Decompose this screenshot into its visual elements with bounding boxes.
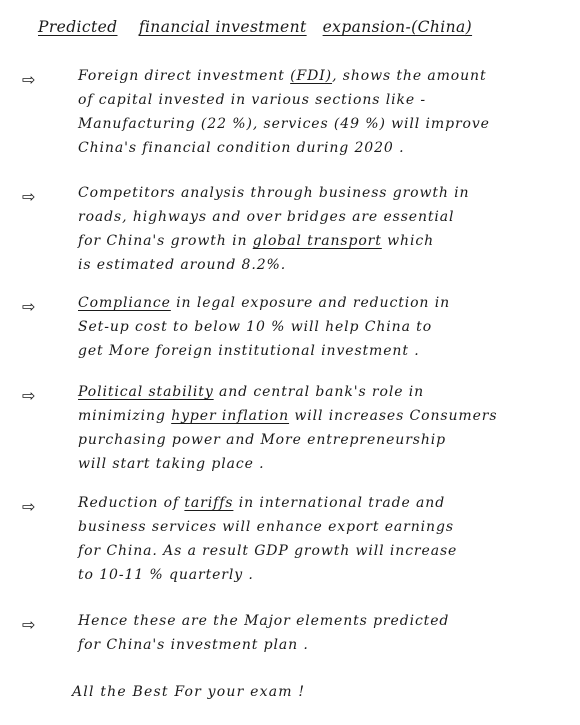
text-line xyxy=(78,116,490,132)
text-segment: get More foreign institutional investment . xyxy=(78,343,420,359)
underlined-phrase: tariffs xyxy=(184,495,234,511)
text-line xyxy=(78,185,469,201)
text-segment: , shows the amount xyxy=(332,68,487,84)
text-segment: purchasing power and More entrepreneurship xyxy=(78,432,447,448)
arrow-bullet-icon: ⇨ xyxy=(22,497,36,516)
text-segment: Hence these are the Major elements predicted xyxy=(78,613,450,629)
text-segment: will increases Consumers xyxy=(289,408,498,424)
text-line xyxy=(78,233,434,249)
text-segment: in international trade and xyxy=(233,495,446,511)
text-line xyxy=(78,68,487,84)
title-part-financial-investment: financial investment xyxy=(138,18,307,36)
arrow-bullet-icon: ⇨ xyxy=(22,615,36,634)
text-segment: of capital invested in various sections like - xyxy=(78,92,427,108)
text-line xyxy=(78,519,454,535)
text-line xyxy=(78,209,454,225)
text-line xyxy=(78,384,424,400)
text-segment: which xyxy=(381,233,434,249)
text-line xyxy=(78,343,420,359)
text-segment: for China's investment plan . xyxy=(78,637,309,653)
text-line xyxy=(78,140,404,156)
text-line xyxy=(78,495,445,511)
text-segment: for China. As a result GDP growth will increase xyxy=(78,543,458,559)
text-segment: Foreign direct investment xyxy=(78,68,291,84)
title-part-predicted: Predicted xyxy=(38,18,118,36)
text-segment: is estimated around 8.2%. xyxy=(78,257,287,273)
text-line xyxy=(78,408,497,424)
text-line xyxy=(78,613,449,629)
text-line xyxy=(78,456,264,472)
underlined-phrase: Compliance xyxy=(78,295,171,311)
page-title xyxy=(38,18,472,36)
text-segment: roads, highways and over bridges are essential xyxy=(78,209,455,225)
text-line xyxy=(78,257,286,273)
text-line xyxy=(78,567,254,583)
text-segment: Reduction of xyxy=(78,495,185,511)
text-segment: to 10-11 % quarterly . xyxy=(78,567,254,583)
text-segment: business services will enhance export earnings xyxy=(78,519,454,535)
arrow-bullet-icon: ⇨ xyxy=(22,297,36,316)
text-segment: China's financial condition during 2020 . xyxy=(78,140,405,156)
text-segment: for China's growth in xyxy=(78,233,253,249)
text-line xyxy=(78,319,432,335)
text-segment: Competitors analysis through business growth in xyxy=(78,185,470,201)
text-segment: minimizing xyxy=(78,408,172,424)
text-line xyxy=(78,637,309,653)
arrow-bullet-icon: ⇨ xyxy=(22,187,36,206)
text-line xyxy=(78,295,450,311)
text-segment: Set-up cost to below 10 % will help China to xyxy=(78,319,433,335)
text-segment: in legal exposure and reduction in xyxy=(170,295,450,311)
underlined-phrase: hyper inflation xyxy=(171,408,290,424)
text-line xyxy=(78,543,457,559)
text-segment: and central bank's role in xyxy=(213,384,425,400)
underlined-phrase: global transport xyxy=(252,233,382,249)
text-segment: Manufacturing (22 %), services (49 %) will improve xyxy=(78,116,490,132)
text-segment: will start taking place . xyxy=(78,456,265,472)
underlined-phrase: (FDI) xyxy=(290,68,333,84)
text-line xyxy=(78,432,446,448)
title-part-expansion-china: expansion-(China) xyxy=(322,18,473,36)
text-line xyxy=(78,92,426,108)
underlined-phrase: Political stability xyxy=(78,384,214,400)
arrow-bullet-icon: ⇨ xyxy=(22,70,36,89)
closing-remark: All the Best For your exam ! xyxy=(72,684,306,700)
arrow-bullet-icon: ⇨ xyxy=(22,386,36,405)
